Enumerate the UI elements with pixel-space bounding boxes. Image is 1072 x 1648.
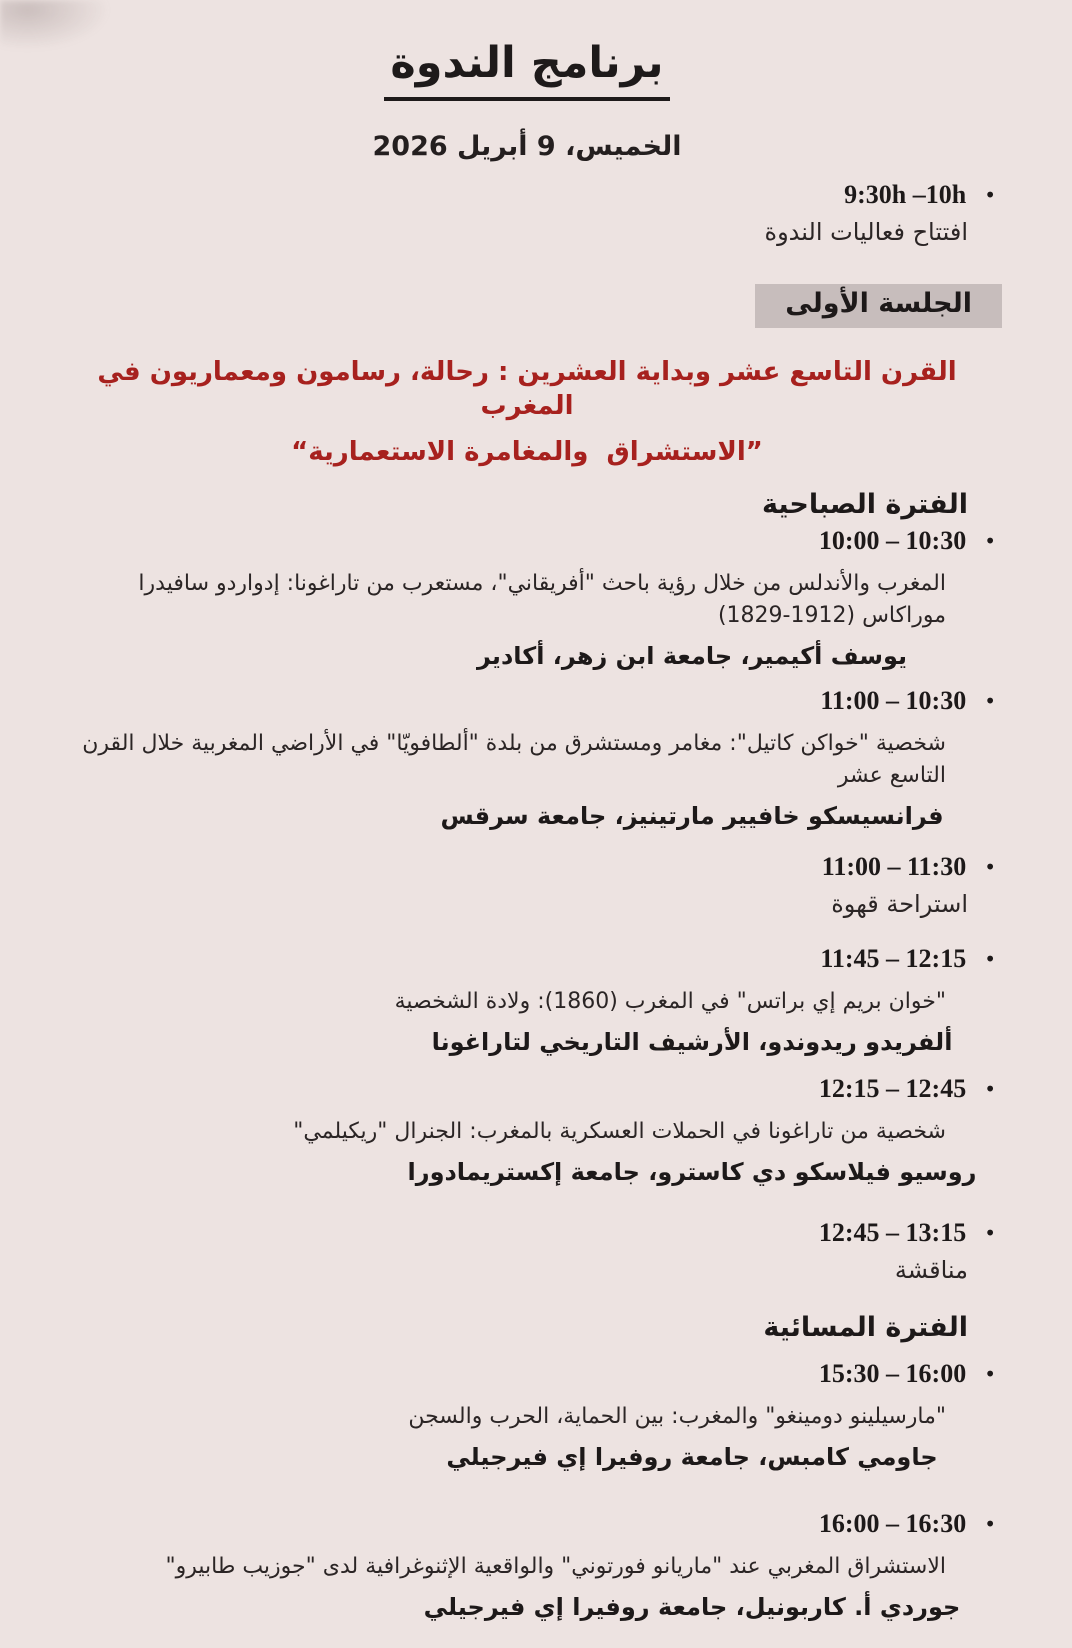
opening-label: افتتاح فعاليات الندوة — [764, 218, 968, 246]
item-time-row — [52, 1509, 1002, 1539]
evening-heading: الفترة المسائية — [763, 1311, 968, 1343]
talk-speaker: ألفريدو ريدوندو، الأرشيف التاريخي لتاراغونا — [431, 1027, 953, 1056]
item-time-row — [52, 1218, 1002, 1248]
bullet-icon: • — [984, 1511, 996, 1536]
event-date: الخميس، 9 أبريل 2026 — [372, 131, 682, 162]
session-badge: الجلسة الأولى — [755, 284, 1002, 328]
talk-title: المغرب والأندلس من خلال رؤية باحث "أفريقاني"، مستعرب من تاراغونا: إدواردو سافيدرا موراكاس (1912-1829) — [138, 571, 946, 629]
item-time: 11:45 – 12:15 — [820, 943, 967, 973]
item-time: 16:00 – 16:30 — [818, 1508, 967, 1538]
item-time: 15:30 – 16:00 — [818, 1358, 967, 1388]
item-time-row — [52, 1074, 1002, 1104]
session-theme-line2: ”الاستشراق والمغامرة الاستعمارية“ — [291, 436, 763, 467]
talk-title: شخصية من تاراغونا في الحملات العسكرية بالمغرب: الجنرال "ريكيلمي" — [293, 1118, 946, 1144]
talk-speaker: روسيو فيلاسكو دي كاسترو، جامعة إكستريمادورا — [407, 1157, 977, 1186]
page-title: برنامج الندوة — [384, 38, 669, 101]
scan-smudge — [0, 0, 110, 50]
item-time: 11:00 – 10:30 — [820, 686, 967, 716]
bullet-icon: • — [984, 1076, 996, 1101]
bullet-icon: • — [984, 529, 996, 554]
program-item — [52, 1359, 1002, 1471]
program-item — [52, 944, 1002, 1056]
talk-title: الاستشراق المغربي عند "ماريانو فورتوني" والواقعية الإثنوغرافية لدى "جوزيب طابيرو" — [165, 1553, 946, 1579]
morning-heading: الفترة الصباحية — [762, 489, 968, 521]
session-badge-row — [52, 284, 1002, 328]
discussion-label: مناقشة — [894, 1255, 968, 1284]
session-theme-line1: القرن التاسع عشر وبداية العشرين : رحالة، رسامون ومعماريون في المغرب — [97, 357, 957, 421]
item-time: 10:00 – 10:30 — [818, 526, 967, 556]
program-item — [52, 1074, 1002, 1186]
program-item — [52, 1218, 1002, 1284]
talk-speaker: يوسف أكيمير، جامعة ابن زهر، أكادير — [477, 642, 907, 671]
item-time-row — [52, 852, 1002, 882]
bullet-icon: • — [984, 1361, 996, 1386]
bullet-icon: • — [984, 183, 996, 207]
item-time: 12:45 – 13:15 — [818, 1217, 967, 1247]
item-time-row — [52, 1359, 1002, 1389]
item-time: 12:15 – 12:45 — [818, 1073, 967, 1103]
opening-time: 9:30h –10h — [844, 180, 967, 209]
item-time: 11:00 – 11:30 — [821, 851, 967, 881]
bullet-icon: • — [984, 854, 996, 879]
program-item — [52, 1509, 1002, 1621]
talk-speaker: فرانسيسكو خافيير مارتينيز، جامعة سرقس — [440, 801, 944, 830]
program-item — [52, 686, 1002, 830]
talk-speaker: جاومي كامبس، جامعة روفيرا إي فيرجيلي — [446, 1442, 938, 1471]
page-title-row — [52, 38, 1002, 101]
item-time-row — [52, 686, 1002, 716]
program-item — [52, 526, 1002, 670]
item-time-row — [52, 526, 1002, 556]
program-item — [52, 852, 1002, 918]
item-time-row — [52, 944, 1002, 974]
talk-title: "مارسيلينو دومينغو" والمغرب: بين الحماية، الحرب والسجن — [408, 1403, 946, 1429]
bullet-icon: • — [984, 689, 996, 714]
talk-title: شخصية "خواكن كاتيل": مغامر ومستشرق من بلدة "ألطافويّا" في الأراضي المغربية خلال القرن التاسع عشر — [82, 731, 946, 789]
opening-time-row — [52, 180, 1002, 210]
break-label: استراحة قهوة — [831, 889, 968, 918]
talk-title: "خوان بريم إي براتس" في المغرب (1860): ولادة الشخصية — [394, 988, 946, 1014]
bullet-icon: • — [984, 946, 996, 971]
bullet-icon: • — [984, 1220, 996, 1245]
talk-speaker: جوردي أ. كاربونيل، جامعة روفيرا إي فيرجيلي — [423, 1592, 961, 1621]
